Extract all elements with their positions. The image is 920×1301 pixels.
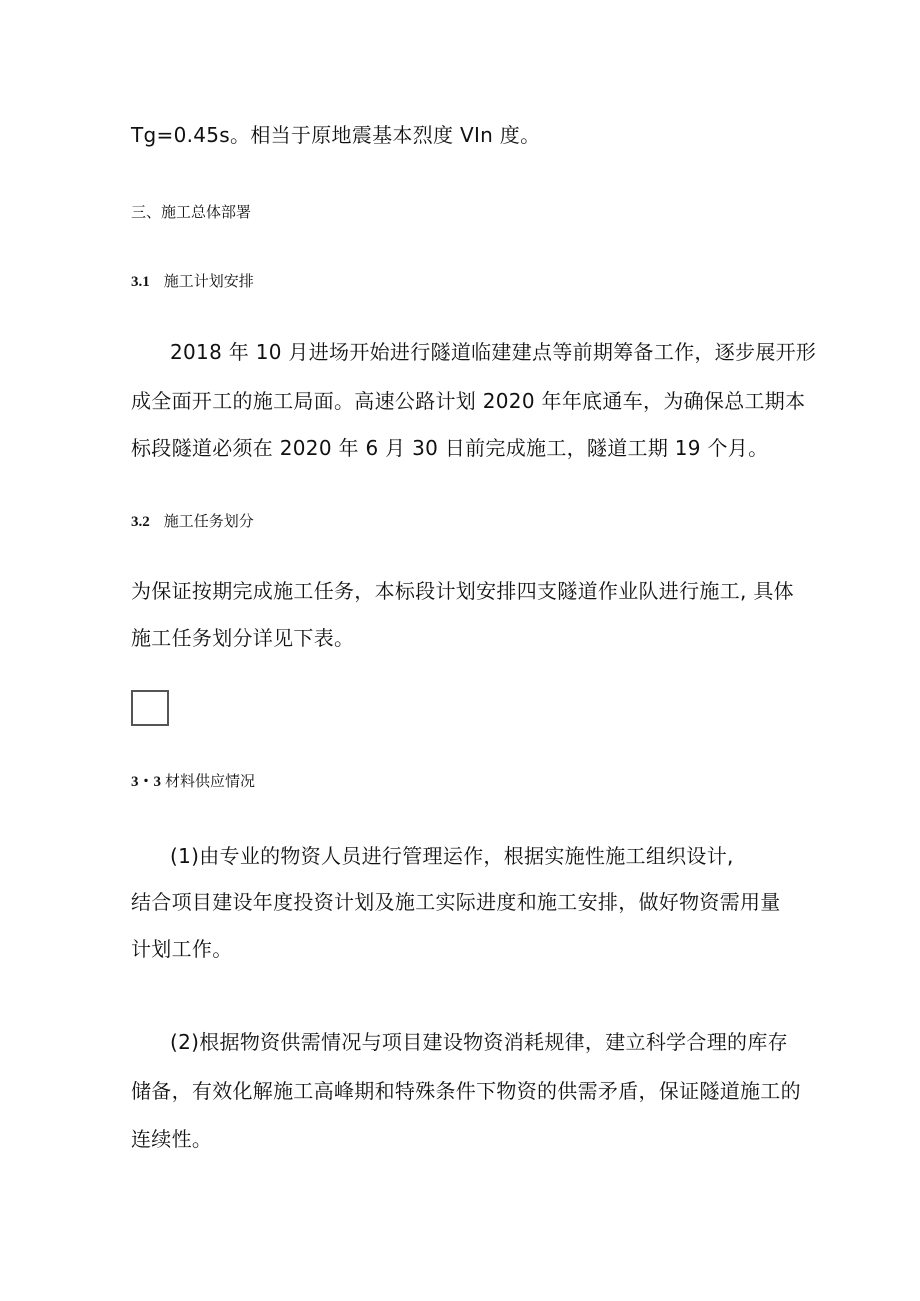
section-3-3-p2-line-1: (2)根据物资供需情况与项目建设物资消耗规律，建立科学合理的库存 (170, 1030, 788, 1054)
section-3-3-number: 3・3 (131, 774, 162, 790)
seismic-intensity-line: Tg=0.45s。相当于原地震基本烈度 VIn 度。 (131, 123, 541, 147)
section-3-3-p1-line-3: 计划工作。 (131, 937, 233, 961)
section-3-2-heading (131, 510, 254, 531)
section-3-2-line-2: 施工任务划分详见下表。 (131, 626, 355, 650)
section-3-3-heading (131, 770, 255, 791)
section-3-3-p1-line-2: 结合项目建设年度投资计划及施工实际进度和施工安排，做好物资需用量 (131, 890, 781, 914)
section-3-1-line-2: 成全面开工的施工局面。高速公路计划 2020 年年底通车，为确保总工期本 (131, 389, 806, 413)
section-3-3-p2-line-2: 储备，有效化解施工高峰期和特殊条件下物资的供需矛盾，保证隧道施工的 (131, 1079, 801, 1103)
section-3-1-title: 施工计划安排 (163, 272, 254, 290)
section-3-2-title: 施工任务划分 (163, 512, 254, 530)
section-3-3-p2-line-3: 连续性。 (131, 1127, 213, 1151)
section-3-2-number: 3.2 (131, 514, 150, 530)
section-3-3-title: 材料供应情况 (165, 772, 256, 790)
section-3-title: 三、施工总体部署 (131, 203, 252, 221)
table-image-placeholder (131, 690, 169, 726)
section-3-3-p1-line-1: (1)由专业的物资人员进行管理运作，根据实施性施工组织设计, (170, 844, 734, 868)
section-3-1-heading (131, 270, 254, 291)
section-3-1-line-3: 标段隧道必须在 2020 年 6 月 30 日前完成施工，隧道工期 19 个月。 (131, 436, 769, 460)
section-3-1-number: 3.1 (131, 274, 150, 290)
section-3-2-line-1: 为保证按期完成施工任务，本标段计划安排四支隧道作业队进行施工, 具体 (131, 579, 794, 603)
section-3-1-line-1: 2018 年 10 月进场开始进行隧道临建建点等前期筹备工作，逐步展开形 (170, 340, 817, 364)
